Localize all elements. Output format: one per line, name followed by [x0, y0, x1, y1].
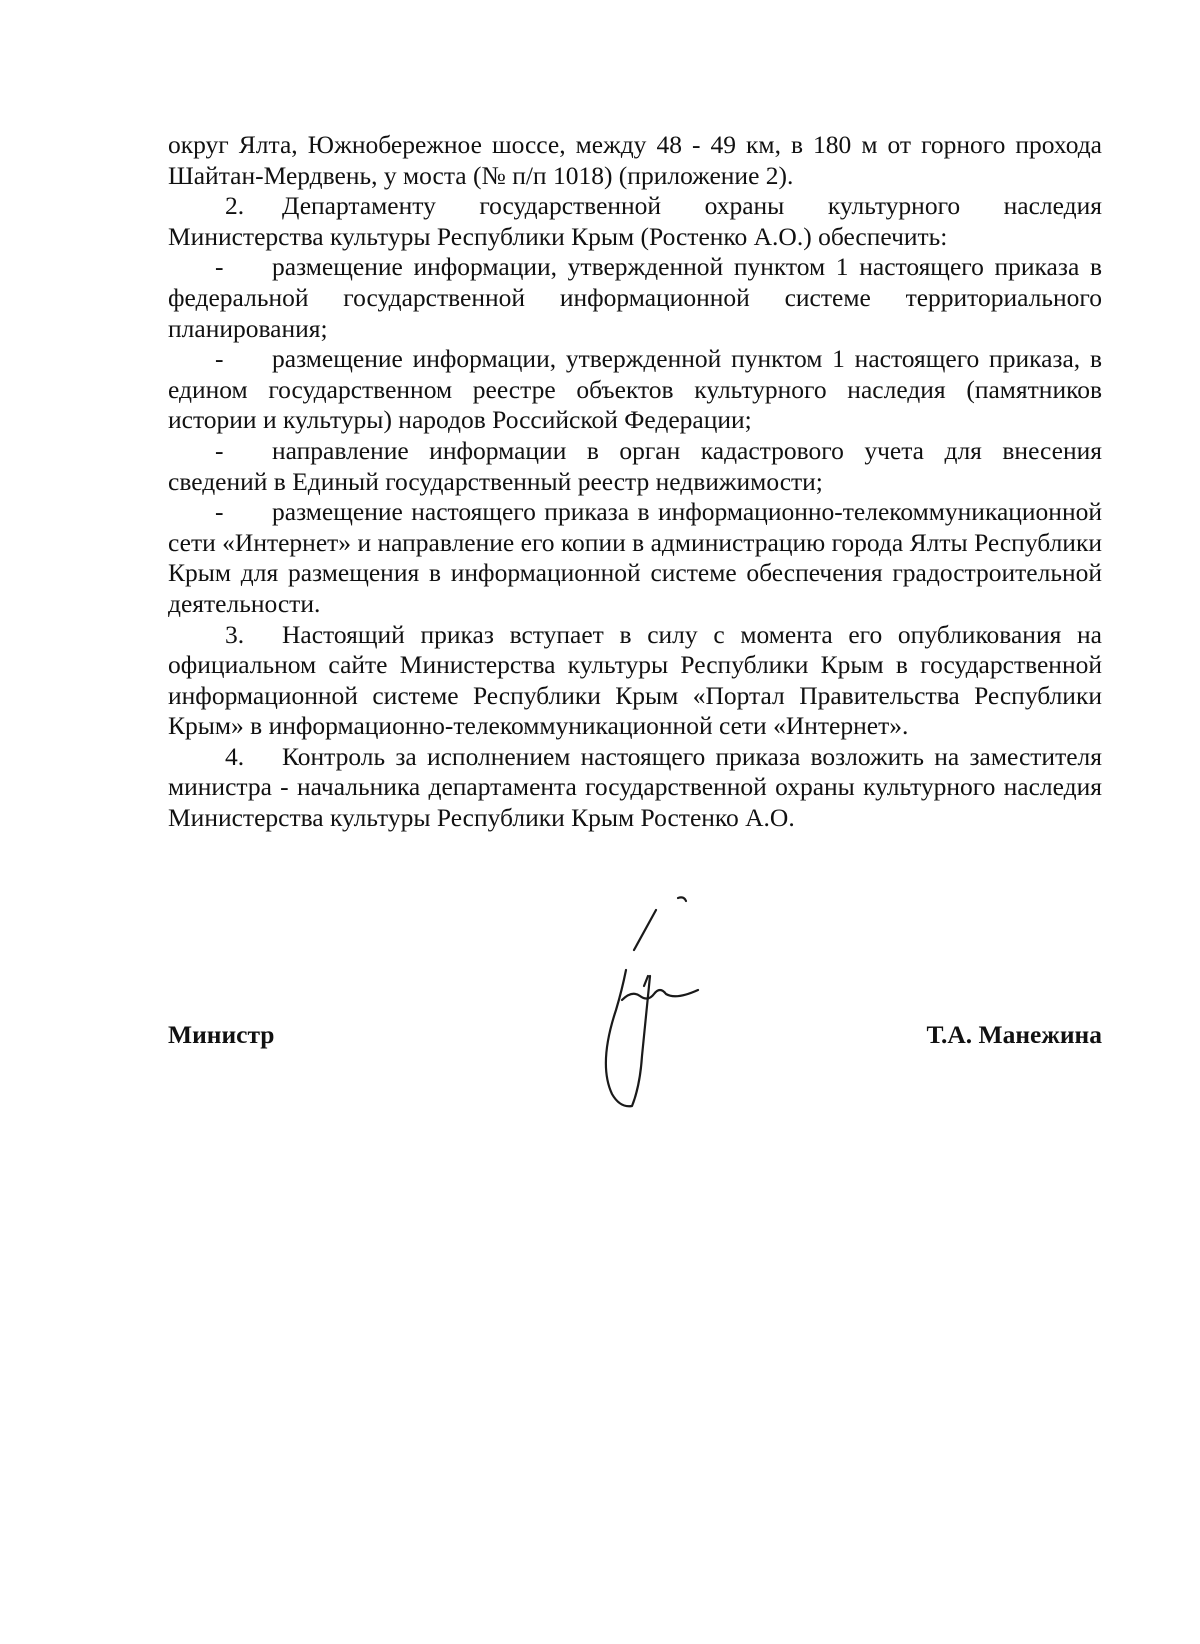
dash-item-3 — [168, 436, 1102, 497]
item-2 — [168, 191, 1102, 252]
dash-item-4-marker: - — [215, 497, 224, 527]
signatory-name: Т.А. Манежина — [926, 1020, 1102, 1049]
item-4 — [168, 742, 1102, 834]
dash-item-1-text: размещение информации, утвержденной пунктом 1 настоящего приказа в федеральной государственной информационной системе территориального планирования; — [168, 252, 1102, 343]
dash-item-4 — [168, 497, 1102, 619]
dash-item-2-marker: - — [215, 344, 224, 374]
signatory-role: Министр — [168, 1020, 275, 1049]
item-4-text: Контроль за исполнением настоящего приказа возложить на заместителя министра - начальника департамента государственной охраны культурного наследия Министерства культуры Республики Крым Ростенко А.О. — [168, 741, 1102, 833]
item-3 — [168, 620, 1102, 742]
dash-item-1 — [168, 252, 1102, 344]
document-body — [168, 130, 1102, 834]
dash-item-2-text: размещение информации, утвержденной пунктом 1 настоящего приказа, в едином государственном реестре объектов культурного наследия (памятников истории и культуры) народов Российской Федерации; — [168, 344, 1102, 435]
dash-item-4-text: размещение настоящего приказа в информационно-телекоммуникационной сети «Интернет» и направление его копии в администрацию города Ялты Республики Крым для размещения в информационной системе обеспечения градостроительной деятельности. — [168, 497, 1102, 618]
handwritten-signature — [560, 890, 720, 1140]
dash-item-1-marker: - — [215, 252, 224, 282]
dash-item-3-marker: - — [215, 435, 224, 465]
item-4-number: 4. — [225, 741, 245, 771]
item-3-number: 3. — [225, 619, 245, 649]
dash-item-3-text: направление информации в орган кадастрового учета для внесения сведений в Единый государственный реестр недвижимости; — [168, 435, 1102, 496]
item-3-text: Настоящий приказ вступает в силу с момента его опубликования на официальном сайте Министерства культуры Республики Крым в государственной информационной системе Республики Крым «Портал Правительства Республики Крым» в информационно-телекоммуникационной сети «Интернет». — [168, 619, 1102, 741]
item-2-text: Департаменту государственной охраны культурного наследия Министерства культуры Республики Крым (Ростенко А.О.) обеспечить: — [168, 191, 1102, 251]
item-2-number: 2. — [225, 191, 245, 221]
dash-item-2 — [168, 344, 1102, 436]
opening-paragraph: округ Ялта, Южнобережное шоссе, между 48 - 49 км, в 180 м от горного прохода Шайтан-Мердвень, у моста (№ п/п 1018) (приложение 2). — [168, 130, 1102, 190]
